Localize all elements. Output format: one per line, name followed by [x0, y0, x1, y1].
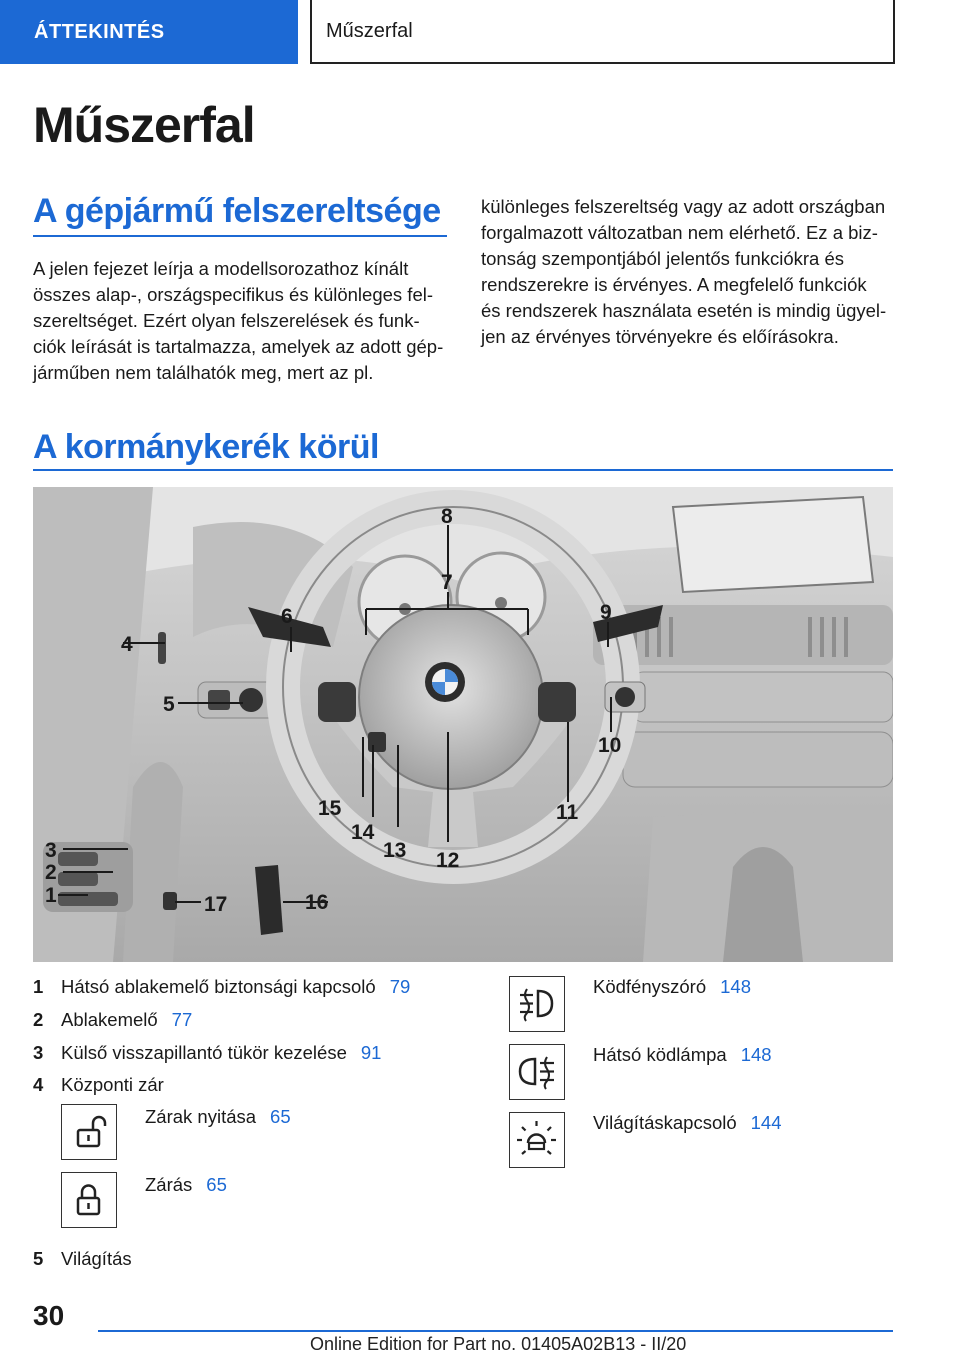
callout-3: 3: [45, 839, 57, 862]
legend-number: 2: [33, 1009, 44, 1030]
legend-item: [593, 976, 751, 998]
callout-9: 9: [600, 601, 612, 624]
callout-17: 17: [204, 893, 228, 916]
legend-number: 4: [33, 1074, 44, 1095]
legend-text: Hátsó ködlámpa: [593, 1044, 727, 1065]
text-line: szereltséget. Ezért olyan felszerelések és funk-: [33, 310, 420, 331]
footer-edition: Online Edition for Part no. 01405A02B13 - II/20: [310, 1334, 687, 1354]
unlock-icon: [61, 1104, 117, 1160]
equipment-heading: A gépjármű felszereltsége: [33, 192, 441, 230]
page-ref-link[interactable]: 79: [389, 976, 411, 997]
callout-4: 4: [121, 633, 133, 656]
legend-item: [33, 1009, 192, 1031]
page-ref-link[interactable]: 144: [750, 1112, 782, 1133]
callout-15: 15: [318, 797, 342, 820]
light-switch-icon: [509, 1112, 565, 1168]
callout-13: 13: [383, 839, 407, 862]
legend-item: [145, 1106, 291, 1128]
callout-12: 12: [436, 849, 460, 872]
text-line: tonság szempontjából jelentős funkciókra és: [481, 248, 845, 269]
chapter-title-tab[interactable]: Műszerfal: [310, 0, 895, 64]
steering-heading-rule: [33, 469, 893, 471]
legend-item: [33, 1248, 132, 1270]
legend-item: [33, 1074, 164, 1096]
legend-item: [593, 1044, 772, 1066]
header-bar: [0, 0, 960, 66]
legend-right: [509, 976, 899, 1176]
text-line: forgalmazott változatban nem elérhető. Ez a biz-: [481, 222, 878, 243]
text-line: különleges felszereltség vagy az adott országban: [481, 196, 886, 217]
legend-item: [145, 1174, 227, 1196]
text-line: járműben nem találhatók meg, mert az pl.: [33, 362, 374, 383]
page-ref-link[interactable]: 148: [720, 976, 751, 997]
callout-11: 11: [556, 801, 579, 824]
text-line: és rendszerek használata esetén is mindig ügyel-: [481, 300, 887, 321]
lock-icon: [61, 1172, 117, 1228]
legend-item: [33, 1042, 381, 1064]
page-ref-link[interactable]: 148: [740, 1044, 772, 1065]
text-line: A jelen fejezet leírja a modellsorozathoz kínált: [33, 258, 409, 279]
callout-2: 2: [45, 861, 57, 884]
legend-number: 1: [33, 976, 44, 997]
page-number: 30: [33, 1300, 65, 1331]
page-ref-link[interactable]: 65: [206, 1174, 227, 1195]
legend-text: Ablakemelő: [61, 1009, 158, 1030]
text-line: rendszerekre is érvényes. A megfelelő funkciók: [481, 274, 867, 295]
legend-text: Ködfényszóró: [593, 976, 707, 997]
callout-5: 5: [163, 693, 175, 716]
legend-text: Zárak nyitása: [145, 1106, 257, 1127]
front-fog-light-icon: [509, 976, 565, 1032]
text-line: ciók leírását is tartalmazza, amelyek az adott gép-: [33, 336, 444, 357]
legend-text: Világításkapcsoló: [593, 1112, 737, 1133]
steering-heading: A kormánykerék körül: [33, 428, 379, 466]
section-tab[interactable]: ÁTTEKINTÉS: [0, 0, 298, 64]
page-ref-link[interactable]: 91: [360, 1042, 382, 1063]
callout-1: 1: [45, 884, 57, 907]
callout-10: 10: [598, 734, 622, 757]
legend-text: Külső visszapillantó tükör kezelése: [61, 1042, 347, 1063]
page-ref-link[interactable]: 77: [171, 1009, 193, 1030]
legend-text: Központi zár: [61, 1074, 164, 1095]
rear-fog-light-icon: [509, 1044, 565, 1100]
legend-item: [33, 976, 410, 998]
equipment-text-left: [33, 256, 453, 386]
text-line: összes alap-, országspecifikus és különleges fel-: [33, 284, 433, 305]
footer-rule: [98, 1330, 893, 1332]
callout-8: 8: [441, 505, 453, 528]
legend-text: Világítás: [61, 1248, 132, 1269]
cockpit-illustration: [33, 487, 893, 962]
callout-6: 6: [281, 605, 293, 628]
legend-item: [593, 1112, 782, 1134]
legend-text: Zárás: [145, 1174, 193, 1195]
callout-16: 16: [305, 891, 329, 914]
equipment-text-right: [481, 194, 901, 350]
callout-7: 7: [441, 571, 453, 594]
equipment-heading-rule: [33, 235, 447, 237]
legend-number: 3: [33, 1042, 44, 1063]
legend-left: [33, 976, 453, 1276]
page-ref-link[interactable]: 65: [270, 1106, 291, 1127]
text-line: jen az érvényes törvényekre és előírásokra.: [481, 326, 839, 347]
legend-number: 5: [33, 1248, 44, 1269]
page-title: Műszerfal: [33, 97, 255, 153]
legend-text: Hátsó ablakemelő biztonsági kapcsoló: [61, 976, 376, 997]
callout-14: 14: [351, 821, 375, 844]
